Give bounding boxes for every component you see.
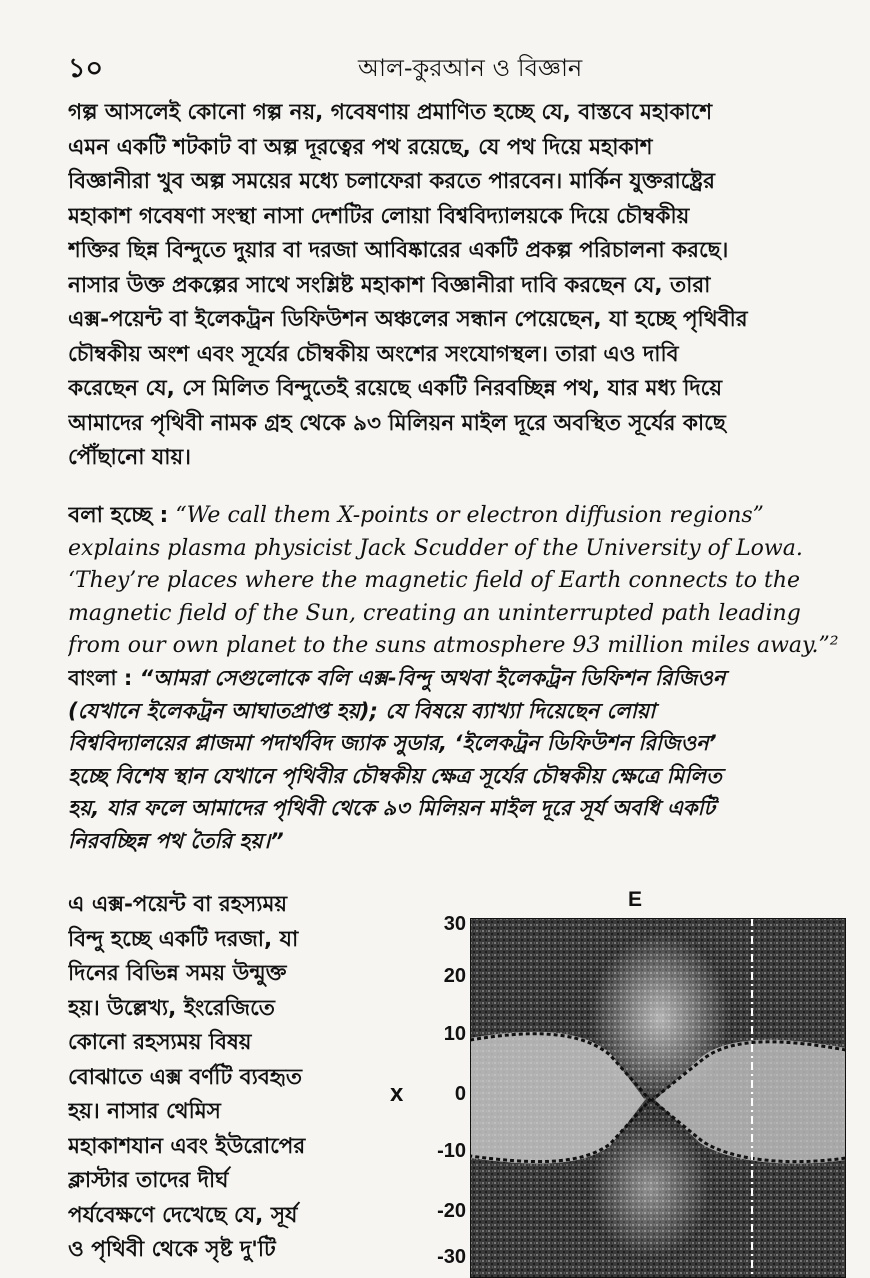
y-tick-label: -20: [437, 1200, 466, 1222]
x-point-figure: [380, 880, 850, 1270]
bangla-quote-line: বিশ্ববিদ্যালয়ের প্লাজমা পদার্থবিদ জ্যাক সুডার, ‘ইলেকট্রন ডিফিউশন রিজিওন’: [68, 731, 717, 755]
side-line: পর্যবেক্ষণে দেখেছে যে, সূর্য: [68, 1202, 298, 1228]
side-line: ও পৃথিবী থেকে সৃষ্ট দু'টি: [68, 1237, 276, 1262]
y-tick-label: 30: [443, 913, 466, 935]
figure-top-label: E: [628, 888, 643, 911]
bangla-quote-line: নিরবচ্ছিন্ন পথ তৈরি হয়।”: [68, 828, 284, 853]
side-paragraph: [68, 888, 358, 1268]
body-line: চৌম্বকীয় অংশ এবং সূর্যের চৌম্বকীয় অংশের সংযোগস্থল। তারা এও দাবি: [68, 341, 679, 367]
side-line: হয়। উল্লেখ্য, ইংরেজিতে: [68, 995, 275, 1021]
body-line: বিজ্ঞানীরা খুব অল্প সময়ের মধ্যে চলাফেরা করতে পারবেন। মার্কিন যুক্তরাষ্ট্রের: [68, 169, 715, 194]
side-line: কোনো রহস্যময় বিষয়: [68, 1030, 252, 1055]
english-quote: [68, 500, 844, 663]
side-line: দিনের বিভিন্ন সময় উন্মুক্ত: [68, 961, 287, 986]
bangla-quote-line: হচ্ছে বিশেষ স্থান যেখানে পৃথিবীর চৌম্বকীয় ক্ষেত্র সূর্যের চৌম্বকীয় ক্ষেত্রে মিলিত: [68, 763, 722, 788]
body-line: আমাদের পৃথিবী নামক গ্রহ থেকে ৯৩ মিলিয়ন মাইল দূরে অবস্থিত সূর্যের কাছে: [68, 410, 726, 436]
english-quote-line: ‘They’re places where the magnetic field of Earth connects to the: [68, 568, 801, 593]
body-line: শক্তির ছিন্ন বিন্দুতে দুয়ার বা দরজা আবিষ্কারের একটি প্রকল্প পরিচালনা করছে।: [68, 238, 729, 263]
quote-lead-label: বলা হচ্ছে :: [68, 503, 169, 528]
body-line: এমন একটি শটকাট বা অল্প দূরত্বের পথ রয়েছে, যে পথ দিয়ে মহাকাশ: [68, 134, 653, 160]
page-header: [58, 44, 840, 84]
english-quote-line: explains plasma physicist Jack Scudder of the University of Lowa.: [68, 535, 803, 561]
body-line: পৌঁছানো যায়।: [68, 445, 191, 470]
english-quote-line: from our own planet to the suns atmosphere 93 million miles away.”²: [68, 633, 839, 658]
running-title: আল-কুরআন ও বিজ্ঞান: [358, 54, 583, 82]
english-quote-line: magnetic field of the Sun, creating an uninterrupted path leading: [68, 600, 801, 626]
magnetic-field-plot: [470, 918, 846, 1278]
bangla-quote-line: (যেখানে ইলেকট্রন আঘাতপ্রাপ্ত হয়); যে বিষয়ে ব্যাখ্যা দিয়েছেন লোয়া: [68, 698, 656, 723]
figure-axis-label: x: [390, 1080, 404, 1107]
y-tick-label: 0: [454, 1083, 466, 1105]
translation-lead-label: বাংলা :: [68, 666, 133, 690]
body-line: করেছেন যে, সে মিলিত বিন্দুতেই রয়েছে একটি নিরবচ্ছিন্ন পথ, যার মধ্য দিয়ে: [68, 376, 722, 401]
body-line: নাসার উক্ত প্রকল্পের সাথে সংশ্লিষ্ট মহাকাশ বিজ্ঞানীরা দাবি করছেন যে, তারা: [68, 272, 711, 298]
english-quote-line: [68, 500, 844, 533]
y-tick-label: -10: [437, 1140, 466, 1162]
bangla-quote-line: হয়, যার ফলে আমাদের পৃথিবী থেকে ৯৩ মিলিয়ন মাইল দূরে সূর্য অবধি একটি: [68, 796, 715, 820]
side-line: হয়। নাসার থেমিস: [68, 1099, 221, 1124]
body-line: গল্প আসলেই কোনো গল্প নয়, গবেষণায় প্রমাণিত হচ্ছে যে, বাস্তবে মহাকাশে: [68, 100, 713, 125]
body-line: এক্স-পয়েন্ট বা ইলেকট্রন ডিফিউশন অঞ্চলের সন্ধান পেয়েছেন, যা হচ্ছে পৃথিবীর: [68, 307, 748, 332]
side-line: মহাকাশযান এবং ইউরোপের: [68, 1133, 306, 1159]
y-tick-label: -30: [437, 1246, 466, 1268]
english-quote-text: “We call them X-points or electron diffusion regions”: [175, 503, 764, 528]
side-line: বিন্দু হচ্ছে একটি দরজা, যা: [68, 926, 299, 952]
side-line: ক্লাস্টার তাদের দীর্ঘ: [68, 1168, 229, 1193]
side-line: এ এক্স-পয়েন্ট বা রহস্যময়: [68, 892, 288, 917]
body-line: মহাকাশ গবেষণা সংস্থা নাসা দেশটির লোয়া বিশ্ববিদ্যালয়কে দিয়ে চৌম্বকীয়: [68, 203, 690, 229]
bangla-quote-text: “আমরা সেগুলোকে বলি এক্স-বিন্দু অথবা ইলেকট্রন ডিফিশন রিজিওন: [139, 666, 726, 690]
y-tick-label: 20: [443, 965, 466, 987]
bangla-quote-line: [68, 662, 844, 695]
body-paragraph: [68, 96, 844, 476]
y-tick-label: 10: [443, 1023, 466, 1045]
page-number: ১০: [68, 53, 104, 84]
side-line: বোঝাতে এক্স বর্ণটি ব্যবহৃত: [68, 1064, 303, 1090]
bangla-translation: [68, 662, 844, 857]
